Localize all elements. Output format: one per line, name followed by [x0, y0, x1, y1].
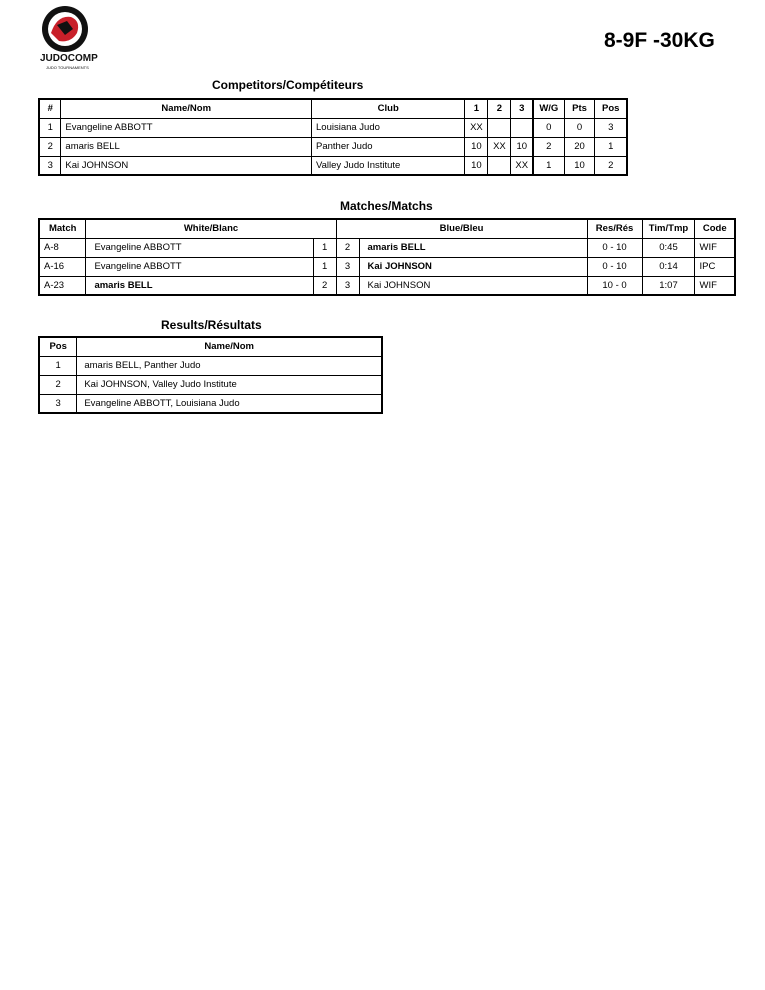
cell-pos: 2 [595, 156, 627, 175]
cell-r3 [511, 118, 533, 137]
cell-res: 0 - 10 [587, 257, 642, 276]
cell-white-num: 1 [313, 257, 336, 276]
col-time: Tim/Tmp [642, 219, 695, 238]
cell-pts: 0 [564, 118, 595, 137]
cell-pts: 20 [564, 137, 595, 156]
cell-match: A-8 [39, 238, 86, 257]
cell-r3: XX [511, 156, 533, 175]
cell-white: Evangeline ABBOTT [86, 238, 313, 257]
cell-blue-num: 2 [336, 238, 359, 257]
cell-r1: 10 [465, 156, 488, 175]
results-table [38, 336, 383, 414]
col-match: Match [39, 219, 86, 238]
col-name: Name/Nom [77, 337, 382, 356]
cell-time: 0:45 [642, 238, 695, 257]
results-title: Results/Résultats [161, 318, 262, 332]
cell-club: Louisiana Judo [312, 118, 465, 137]
table-row [39, 276, 735, 295]
competitors-table [38, 98, 628, 176]
table-row [39, 156, 627, 175]
cell-r1: XX [465, 118, 488, 137]
cell-match: A-23 [39, 276, 86, 295]
cell-num: 2 [39, 137, 61, 156]
col-r3: 3 [511, 99, 533, 118]
table-row [39, 356, 382, 375]
col-name: Name/Nom [61, 99, 312, 118]
matches-table [38, 218, 736, 296]
competitors-title: Competitors/Compétiteurs [212, 78, 364, 92]
svg-text:JUDOCOMP: JUDOCOMP [40, 53, 98, 64]
col-wg: W/G [533, 99, 564, 118]
matches-header-row [39, 219, 735, 238]
cell-res: 0 - 10 [587, 238, 642, 257]
cell-name: Evangeline ABBOTT [61, 118, 312, 137]
cell-name: amaris BELL, Panther Judo [77, 356, 382, 375]
division-title: 8-9F -30KG [604, 29, 715, 52]
table-row [39, 394, 382, 413]
cell-club: Panther Judo [312, 137, 465, 156]
col-num: # [39, 99, 61, 118]
cell-white: Evangeline ABBOTT [86, 257, 313, 276]
col-r2: 2 [488, 99, 511, 118]
svg-text:JUDO TOURNAMENTS: JUDO TOURNAMENTS [46, 65, 89, 70]
cell-res: 10 - 0 [587, 276, 642, 295]
table-row [39, 137, 627, 156]
cell-blue: amaris BELL [359, 238, 587, 257]
cell-r2 [488, 118, 511, 137]
col-pts: Pts [564, 99, 595, 118]
col-white: White/Blanc [86, 219, 336, 238]
table-row [39, 238, 735, 257]
competitors-header-row [39, 99, 627, 118]
cell-num: 3 [39, 156, 61, 175]
cell-code: WIF [695, 238, 735, 257]
cell-name: Evangeline ABBOTT, Louisiana Judo [77, 394, 382, 413]
cell-white: amaris BELL [86, 276, 313, 295]
cell-pos: 3 [595, 118, 627, 137]
col-pos: Pos [595, 99, 627, 118]
cell-wg: 2 [533, 137, 564, 156]
cell-pos: 2 [39, 375, 77, 394]
cell-name: amaris BELL [61, 137, 312, 156]
cell-pos: 1 [39, 356, 77, 375]
col-code: Code [695, 219, 735, 238]
col-pos: Pos [39, 337, 77, 356]
cell-blue: Kai JOHNSON [359, 276, 587, 295]
cell-white-num: 2 [313, 276, 336, 295]
cell-r1: 10 [465, 137, 488, 156]
cell-name: Kai JOHNSON [61, 156, 312, 175]
cell-wg: 0 [533, 118, 564, 137]
cell-r2: XX [488, 137, 511, 156]
col-r1: 1 [465, 99, 488, 118]
cell-code: WIF [695, 276, 735, 295]
cell-time: 0:14 [642, 257, 695, 276]
cell-club: Valley Judo Institute [312, 156, 465, 175]
cell-time: 1:07 [642, 276, 695, 295]
matches-title: Matches/Matchs [340, 199, 433, 213]
table-row [39, 375, 382, 394]
cell-code: IPC [695, 257, 735, 276]
results-header-row [39, 337, 382, 356]
judocomp-logo [37, 3, 99, 71]
col-club: Club [312, 99, 465, 118]
cell-name: Kai JOHNSON, Valley Judo Institute [77, 375, 382, 394]
cell-pts: 10 [564, 156, 595, 175]
cell-r2 [488, 156, 511, 175]
col-blue: Blue/Bleu [336, 219, 587, 238]
cell-wg: 1 [533, 156, 564, 175]
cell-blue-num: 3 [336, 276, 359, 295]
cell-pos: 3 [39, 394, 77, 413]
col-res: Res/Rés [587, 219, 642, 238]
cell-blue: Kai JOHNSON [359, 257, 587, 276]
cell-match: A-16 [39, 257, 86, 276]
table-row [39, 118, 627, 137]
table-row [39, 257, 735, 276]
cell-pos: 1 [595, 137, 627, 156]
cell-num: 1 [39, 118, 61, 137]
cell-white-num: 1 [313, 238, 336, 257]
cell-blue-num: 3 [336, 257, 359, 276]
cell-r3: 10 [511, 137, 533, 156]
